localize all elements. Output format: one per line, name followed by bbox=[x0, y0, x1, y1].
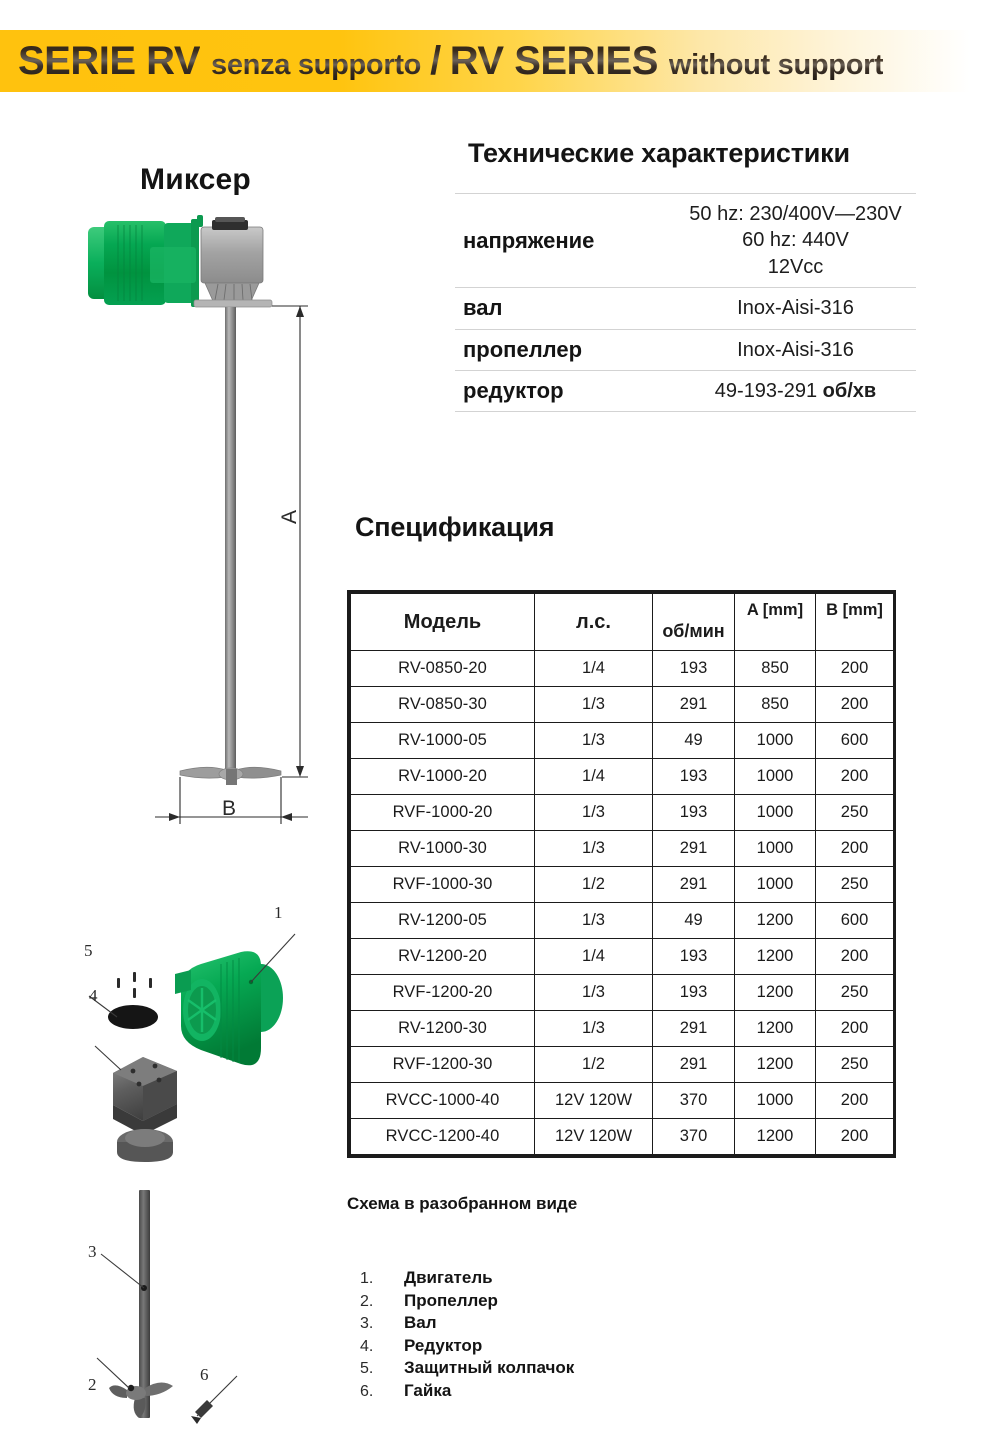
spec-table-row bbox=[351, 723, 894, 759]
motor-green-body bbox=[88, 215, 203, 307]
banner-text-group bbox=[0, 39, 883, 84]
banner-senza-supporto: senza supporto bbox=[211, 48, 422, 81]
spec-cell-rpm: 291 bbox=[653, 1011, 735, 1047]
spec-cell-rpm: 49 bbox=[653, 903, 735, 939]
spec-cell-a: 1200 bbox=[735, 1119, 816, 1155]
banner-serie-rv: SERIE RV bbox=[18, 38, 200, 83]
spec-cell-rpm: 193 bbox=[653, 939, 735, 975]
gearbox-housing bbox=[194, 217, 272, 307]
spec-cell-b: 250 bbox=[816, 867, 894, 903]
spec-cell-model: RV-1000-20 bbox=[351, 759, 535, 795]
spec-cell-hp: 1/4 bbox=[535, 759, 653, 795]
spec-cell-hp: 1/3 bbox=[535, 831, 653, 867]
spec-cell-rpm: 291 bbox=[653, 831, 735, 867]
spec-cell-model: RVF-1000-20 bbox=[351, 795, 535, 831]
spec-header-b: B [mm] bbox=[816, 594, 894, 651]
gearbox-rpm-values: 49-193-291 bbox=[714, 379, 818, 402]
spec-table-row bbox=[351, 1047, 894, 1083]
parts-legend-item bbox=[360, 1381, 680, 1404]
spec-cell-a: 1200 bbox=[735, 903, 816, 939]
spec-cell-b: 200 bbox=[816, 759, 894, 795]
spec-cell-a: 1200 bbox=[735, 1047, 816, 1083]
spec-cell-hp: 1/3 bbox=[535, 795, 653, 831]
impeller-blades bbox=[180, 767, 281, 785]
spec-cell-hp: 1/4 bbox=[535, 939, 653, 975]
spec-cell-model: RVF-1200-30 bbox=[351, 1047, 535, 1083]
spec-cell-b: 250 bbox=[816, 1047, 894, 1083]
parts-legend-item bbox=[360, 1291, 680, 1314]
banner-rv-series: RV SERIES bbox=[449, 38, 658, 83]
callout-leader-3 bbox=[101, 1254, 144, 1288]
tech-value-propeller: Inox-Aisi-316 bbox=[675, 329, 916, 370]
tech-row-shaft bbox=[455, 288, 916, 329]
spec-cell-b: 250 bbox=[816, 975, 894, 1011]
banner-slash: / bbox=[430, 38, 441, 83]
spec-cell-b: 250 bbox=[816, 795, 894, 831]
tech-label-shaft: вал bbox=[455, 288, 675, 329]
parts-legend-label: Двигатель bbox=[404, 1268, 493, 1287]
spec-table-row bbox=[351, 759, 894, 795]
spec-cell-hp: 1/3 bbox=[535, 1011, 653, 1047]
spec-cell-b: 600 bbox=[816, 903, 894, 939]
parts-legend-list bbox=[360, 1268, 680, 1403]
spec-table-row bbox=[351, 975, 894, 1011]
spec-cell-hp: 12V 120W bbox=[535, 1119, 653, 1155]
spec-table-row bbox=[351, 1083, 894, 1119]
callout-number-5: 5 bbox=[84, 941, 93, 960]
spec-table-row bbox=[351, 867, 894, 903]
spec-cell-a: 1000 bbox=[735, 723, 816, 759]
callout-number-1: 1 bbox=[274, 903, 283, 922]
spec-table-row bbox=[351, 831, 894, 867]
parts-legend-label: Вал bbox=[404, 1313, 437, 1332]
parts-legend-item bbox=[360, 1268, 680, 1291]
spec-table-row bbox=[351, 939, 894, 975]
callout-number-3: 3 bbox=[88, 1242, 97, 1261]
spec-cell-rpm: 193 bbox=[653, 759, 735, 795]
mixer-shaft bbox=[225, 307, 236, 769]
part-gearbox bbox=[113, 1057, 177, 1162]
spec-cell-hp: 1/2 bbox=[535, 867, 653, 903]
spec-cell-b: 200 bbox=[816, 831, 894, 867]
spec-cell-b: 200 bbox=[816, 1119, 894, 1155]
tech-row-propeller bbox=[455, 329, 916, 370]
spec-table-row bbox=[351, 1119, 894, 1155]
gearbox-rpm-unit: об/хв bbox=[822, 379, 877, 402]
spec-table-row bbox=[351, 1011, 894, 1047]
parts-legend-item bbox=[360, 1313, 680, 1336]
spec-cell-hp: 1/3 bbox=[535, 975, 653, 1011]
parts-legend-number: 5. bbox=[360, 1360, 374, 1377]
spec-cell-b: 200 bbox=[816, 1011, 894, 1047]
spec-cell-hp: 12V 120W bbox=[535, 1083, 653, 1119]
spec-cell-a: 1000 bbox=[735, 1083, 816, 1119]
callout-leader-2 bbox=[97, 1358, 129, 1388]
specification-table-wrapper bbox=[347, 590, 896, 1158]
parts-legend-label: Защитный колпачок bbox=[404, 1358, 575, 1377]
mixer-assembly-drawing bbox=[60, 205, 390, 855]
spec-cell-a: 1200 bbox=[735, 939, 816, 975]
spec-cell-a: 850 bbox=[735, 687, 816, 723]
spec-cell-model: RV-0850-20 bbox=[351, 651, 535, 687]
tech-specs-table bbox=[455, 193, 916, 412]
spec-cell-rpm: 370 bbox=[653, 1083, 735, 1119]
parts-legend-item bbox=[360, 1358, 680, 1381]
tech-label-voltage: напряжение bbox=[455, 194, 675, 288]
spec-header-row bbox=[351, 594, 894, 651]
series-banner bbox=[0, 30, 1000, 92]
specification-table bbox=[350, 593, 894, 1155]
spec-table-row bbox=[351, 651, 894, 687]
parts-legend-item bbox=[360, 1336, 680, 1359]
specification-title: Спецификация bbox=[355, 512, 555, 542]
part-shaft bbox=[139, 1190, 150, 1418]
exploded-view-drawing bbox=[55, 890, 355, 1435]
tech-value-shaft: Inox-Aisi-316 bbox=[675, 288, 916, 329]
spec-cell-model: RVCC-1200-40 bbox=[351, 1119, 535, 1155]
spec-cell-rpm: 291 bbox=[653, 867, 735, 903]
tech-specs-title: Технические характеристики bbox=[468, 138, 850, 168]
parts-legend-number: 6. bbox=[360, 1382, 374, 1400]
dimension-label-b: B bbox=[222, 797, 237, 820]
spec-cell-a: 1200 bbox=[735, 975, 816, 1011]
spec-cell-model: RV-1200-20 bbox=[351, 939, 535, 975]
spec-header-model: Модель bbox=[351, 594, 535, 651]
parts-legend-number: 4. bbox=[360, 1337, 374, 1355]
spec-cell-b: 200 bbox=[816, 687, 894, 723]
spec-cell-hp: 1/3 bbox=[535, 687, 653, 723]
spec-cell-model: RVCC-1000-40 bbox=[351, 1083, 535, 1119]
spec-cell-rpm: 291 bbox=[653, 1047, 735, 1083]
dimension-label-a: A bbox=[278, 509, 302, 525]
spec-table-row bbox=[351, 903, 894, 939]
part-protective-cap bbox=[108, 972, 158, 1029]
tech-label-gearbox: редуктор bbox=[455, 370, 675, 411]
voltage-line-2: 60 hz: 440V bbox=[742, 229, 849, 252]
spec-header-hp: л.с. bbox=[535, 594, 653, 651]
dimension-a-line bbox=[272, 306, 308, 777]
spec-table-row bbox=[351, 687, 894, 723]
spec-cell-hp: 1/2 bbox=[535, 1047, 653, 1083]
parts-legend-number: 3. bbox=[360, 1315, 374, 1332]
spec-cell-a: 1000 bbox=[735, 759, 816, 795]
tech-row-gearbox bbox=[455, 370, 916, 411]
parts-legend-label: Гайка bbox=[404, 1380, 452, 1400]
spec-cell-a: 1000 bbox=[735, 831, 816, 867]
spec-cell-a: 1000 bbox=[735, 867, 816, 903]
spec-cell-b: 200 bbox=[816, 939, 894, 975]
callout-number-6: 6 bbox=[200, 1365, 209, 1384]
spec-cell-rpm: 193 bbox=[653, 795, 735, 831]
part-propeller bbox=[109, 1382, 173, 1418]
spec-cell-a: 850 bbox=[735, 651, 816, 687]
spec-cell-a: 1000 bbox=[735, 795, 816, 831]
spec-header-rpm: об/мин bbox=[653, 594, 735, 651]
part-motor bbox=[175, 951, 283, 1065]
callout-number-4: 4 bbox=[89, 986, 98, 1005]
tech-value-voltage bbox=[675, 194, 916, 288]
spec-cell-hp: 1/3 bbox=[535, 903, 653, 939]
spec-cell-b: 200 bbox=[816, 651, 894, 687]
spec-cell-model: RVF-1200-20 bbox=[351, 975, 535, 1011]
exploded-diagram-title: Схема в разобранном виде bbox=[347, 1194, 578, 1213]
voltage-line-1: 50 hz: 230/400V—230V bbox=[689, 203, 902, 225]
spec-cell-rpm: 193 bbox=[653, 975, 735, 1011]
spec-cell-rpm: 370 bbox=[653, 1119, 735, 1155]
parts-legend-number: 1. bbox=[360, 1270, 374, 1287]
parts-legend-label: Пропеллер bbox=[404, 1290, 498, 1310]
spec-cell-model: RV-1000-05 bbox=[351, 723, 535, 759]
mixer-title: Миксер bbox=[140, 163, 251, 196]
spec-cell-rpm: 49 bbox=[653, 723, 735, 759]
banner-without-support: without support bbox=[668, 48, 884, 81]
spec-cell-rpm: 193 bbox=[653, 651, 735, 687]
spec-cell-model: RV-1200-30 bbox=[351, 1011, 535, 1047]
spec-table-body bbox=[351, 651, 894, 1155]
spec-cell-rpm: 291 bbox=[653, 687, 735, 723]
spec-cell-b: 200 bbox=[816, 1083, 894, 1119]
voltage-line-3: 12Vcc bbox=[767, 255, 824, 278]
callout-leader-4 bbox=[95, 1046, 121, 1070]
tech-label-propeller: пропеллер bbox=[455, 329, 675, 370]
spec-cell-hp: 1/4 bbox=[535, 651, 653, 687]
callout-number-2: 2 bbox=[88, 1375, 97, 1394]
parts-legend-label: Редуктор bbox=[404, 1335, 483, 1355]
parts-legend-number: 2. bbox=[360, 1292, 374, 1310]
spec-cell-model: RV-1000-30 bbox=[351, 831, 535, 867]
spec-cell-model: RVF-1000-30 bbox=[351, 867, 535, 903]
spec-table-row bbox=[351, 795, 894, 831]
tech-value-gearbox bbox=[675, 370, 916, 411]
tech-row-voltage bbox=[455, 194, 916, 288]
spec-cell-hp: 1/3 bbox=[535, 723, 653, 759]
spec-cell-model: RV-0850-30 bbox=[351, 687, 535, 723]
spec-cell-model: RV-1200-05 bbox=[351, 903, 535, 939]
spec-header-a: A [mm] bbox=[735, 594, 816, 651]
spec-cell-b: 600 bbox=[816, 723, 894, 759]
spec-cell-a: 1200 bbox=[735, 1011, 816, 1047]
